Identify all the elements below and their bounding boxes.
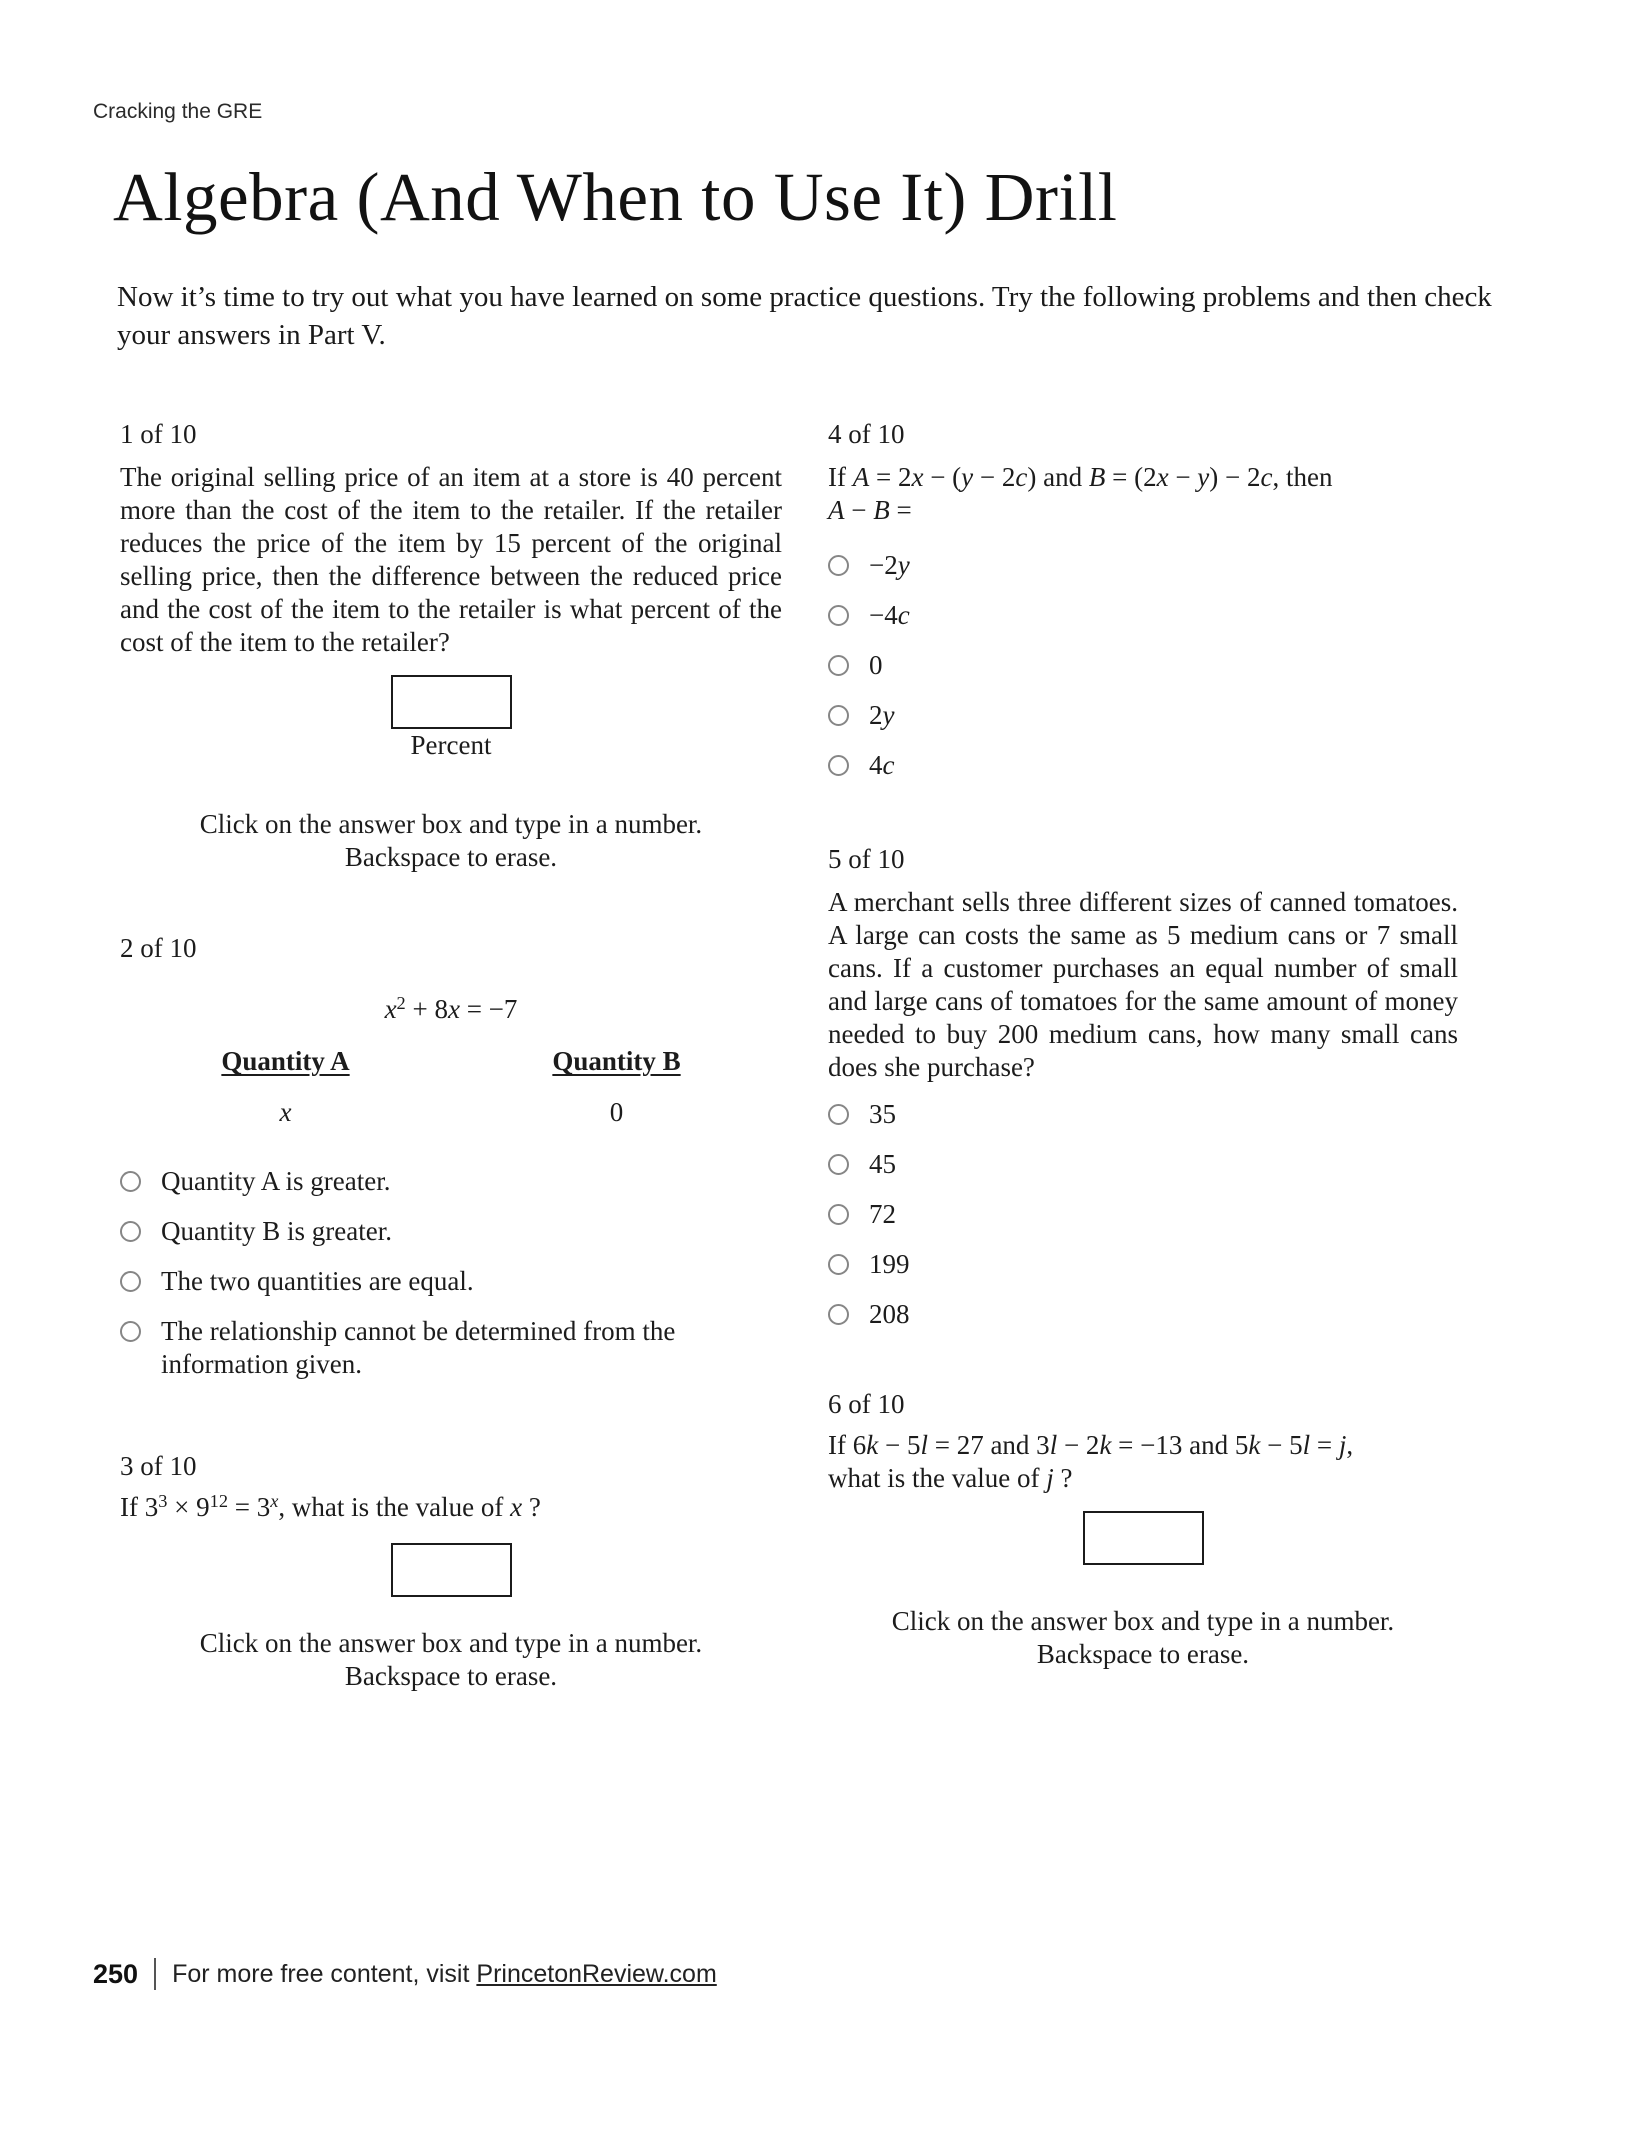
- option-label: The two quantities are equal.: [161, 1266, 474, 1296]
- question-6-text-line1: If 6k − 5l = 27 and 3l − 2k = −13 and 5k − 5l = j,: [828, 1430, 1354, 1460]
- quantity-a-header: Quantity A: [221, 1046, 350, 1076]
- answer-input-box-q1[interactable]: [391, 675, 512, 729]
- option-label: 45: [869, 1149, 896, 1179]
- question-6-number: 6 of 10: [828, 1389, 905, 1419]
- answer-option-q2-c[interactable]: [120, 1265, 782, 1298]
- answer-option-q4-c[interactable]: [828, 649, 1458, 682]
- footer-divider: [154, 1958, 156, 1990]
- question-6: [828, 1388, 1458, 1671]
- option-label: 35: [869, 1099, 896, 1129]
- page-footer: [93, 1958, 717, 1990]
- intro-paragraph: Now it’s time to try out what you have learned on some practice questions. Try the following problems and then check your answers in Part V.: [117, 281, 1492, 351]
- answer-input-box-q6[interactable]: [1083, 1511, 1204, 1565]
- question-3-number: 3 of 10: [120, 1451, 197, 1481]
- option-label: 4c: [869, 750, 895, 780]
- answer-option-q5-a[interactable]: [828, 1098, 1458, 1131]
- radio-icon[interactable]: [828, 1154, 849, 1175]
- radio-icon[interactable]: [828, 755, 849, 776]
- answer-option-q5-d[interactable]: [828, 1248, 1458, 1281]
- option-label: 0: [869, 650, 883, 680]
- question-4-number: 4 of 10: [828, 419, 905, 449]
- answer-option-q4-e[interactable]: [828, 749, 1458, 782]
- quantity-b-header: Quantity B: [552, 1046, 681, 1076]
- option-label: 208: [869, 1299, 910, 1329]
- instruction-line-1: Click on the answer box and type in a number.: [199, 809, 703, 839]
- running-header: Cracking the GRE: [93, 100, 263, 123]
- question-2: [120, 932, 782, 1381]
- radio-icon[interactable]: [120, 1321, 141, 1342]
- quantity-b-value: 0: [609, 1097, 624, 1127]
- question-1-number: 1 of 10: [120, 419, 197, 449]
- answer-option-q5-b[interactable]: [828, 1148, 1458, 1181]
- radio-icon[interactable]: [828, 605, 849, 626]
- option-label: Quantity B is greater.: [161, 1216, 392, 1246]
- option-label: 2y: [869, 700, 895, 730]
- question-1-text: The original selling price of an item at a store is 40 percent more than the cost of the item to the retailer. If the retailer reduces the price of the item by 15 percent of the original selling price, then the difference between the reduced price and the cost of the item to the retailer is what percent of the cost of the item to the retailer?: [120, 462, 782, 657]
- answer-option-q5-e[interactable]: [828, 1298, 1458, 1331]
- numeric-entry-instructions-q6: [828, 1605, 1458, 1671]
- radio-icon[interactable]: [828, 1104, 849, 1125]
- option-label: 72: [869, 1199, 896, 1229]
- radio-icon[interactable]: [828, 555, 849, 576]
- answer-box-label-q1: Percent: [410, 730, 492, 760]
- question-5-number: 5 of 10: [828, 844, 905, 874]
- question-6-text-line2: what is the value of j ?: [828, 1463, 1073, 1493]
- radio-icon[interactable]: [120, 1221, 141, 1242]
- answer-option-q5-c[interactable]: [828, 1198, 1458, 1231]
- question-4: [828, 418, 1458, 782]
- instruction-line-2: Backspace to erase.: [344, 842, 558, 872]
- quantity-values-row: [120, 1096, 782, 1129]
- page-number: 250: [93, 1958, 139, 1989]
- radio-icon[interactable]: [120, 1271, 141, 1292]
- option-label: −2y: [869, 550, 910, 580]
- question-4-text-line1: If A = 2x − (y − 2c) and B = (2x − y) − 2c, then: [828, 462, 1333, 492]
- option-label: −4c: [869, 600, 910, 630]
- answer-option-q2-a[interactable]: [120, 1165, 782, 1198]
- option-label: The relationship cannot be determined from the information given.: [161, 1316, 676, 1379]
- answer-option-q4-b[interactable]: [828, 599, 1458, 632]
- instruction-line-1: Click on the answer box and type in a number.: [199, 1628, 703, 1658]
- option-label: 199: [869, 1249, 910, 1279]
- numeric-entry-instructions-q3: [120, 1627, 782, 1693]
- page-title: Algebra (And When to Use It) Drill: [113, 159, 1118, 235]
- answer-option-q2-b[interactable]: [120, 1215, 782, 1248]
- quantity-headers-row: [120, 1045, 782, 1078]
- question-5-text: A merchant sells three different sizes of canned tomatoes. A large can costs the same as 5 medium cans or 7 small cans. If a customer purchases an equal number of small and large cans of tomatoes for the same amount of money needed to buy 200 medium cans, how many small cans does she purchase?: [828, 887, 1458, 1082]
- answer-input-box-q3[interactable]: [391, 1543, 512, 1597]
- question-4-text-line2: A − B =: [828, 495, 912, 525]
- radio-icon[interactable]: [828, 1304, 849, 1325]
- instruction-line-2: Backspace to erase.: [1036, 1639, 1250, 1669]
- option-label: Quantity A is greater.: [161, 1166, 391, 1196]
- radio-icon[interactable]: [828, 655, 849, 676]
- instruction-line-1: Click on the answer box and type in a number.: [891, 1606, 1395, 1636]
- right-column: [828, 418, 1458, 1671]
- question-1: [120, 418, 782, 874]
- answer-option-q4-a[interactable]: [828, 549, 1458, 582]
- left-column: [120, 418, 782, 1693]
- footer-text-label: For more free content, visit: [172, 1959, 470, 1988]
- question-2-number: 2 of 10: [120, 933, 197, 963]
- quantity-a-value: x: [279, 1097, 292, 1127]
- numeric-entry-instructions-q1: [120, 808, 782, 874]
- radio-icon[interactable]: [828, 1204, 849, 1225]
- radio-icon[interactable]: [120, 1171, 141, 1192]
- question-3-text: If $3^3 \times 9^{12} = 3^x$, what is the value of x ?: [120, 1490, 541, 1522]
- radio-icon[interactable]: [828, 1254, 849, 1275]
- question-2-equation: $x^2 + 8x = -7$: [384, 992, 518, 1024]
- question-3: [120, 1450, 782, 1693]
- instruction-line-2: Backspace to erase.: [344, 1661, 558, 1691]
- answer-option-q2-d[interactable]: [120, 1315, 782, 1381]
- question-5: [828, 843, 1458, 1331]
- footer-text: [172, 1960, 717, 1989]
- radio-icon[interactable]: [828, 705, 849, 726]
- answer-option-q4-d[interactable]: [828, 699, 1458, 732]
- footer-link[interactable]: PrincetonReview.com: [476, 1959, 717, 1988]
